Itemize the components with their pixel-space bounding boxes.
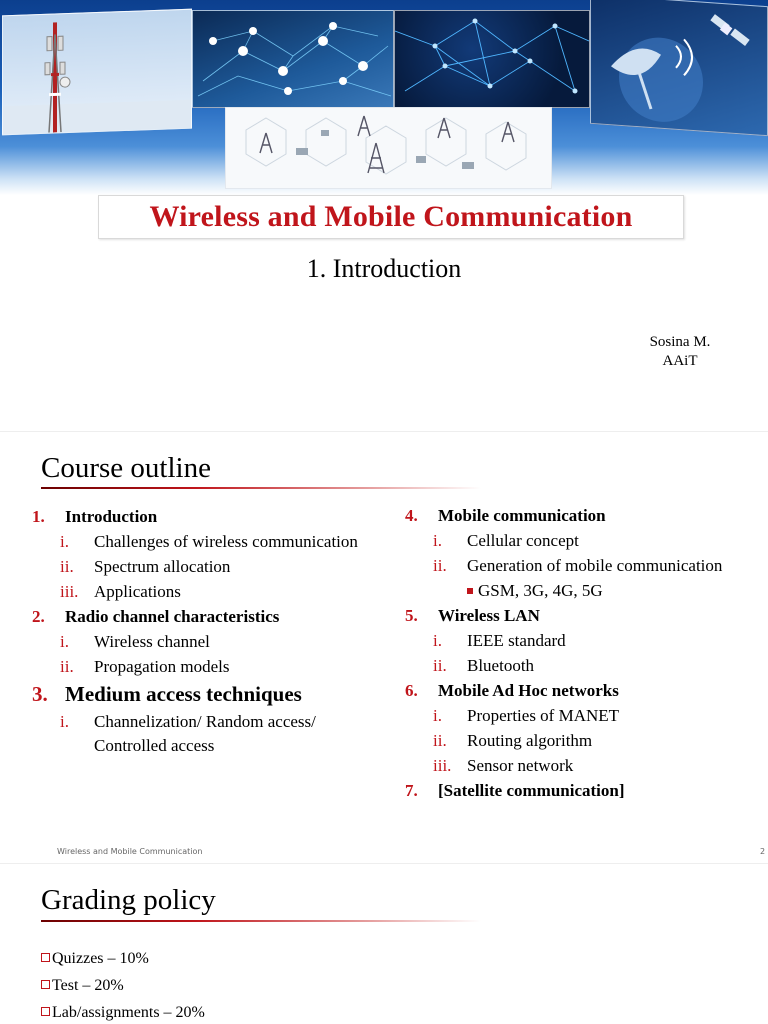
course-outline-slide bbox=[0, 432, 768, 862]
outline-left-column bbox=[32, 504, 402, 757]
slide-heading: Grading policy bbox=[41, 884, 216, 916]
outline-text: Generation of mobile communication bbox=[467, 556, 723, 575]
outline-text: GSM, 3G, 4G, 5G bbox=[478, 581, 603, 600]
outline-text: Cellular concept bbox=[467, 531, 579, 550]
outline-number: i. bbox=[433, 706, 442, 725]
outline-subtopic bbox=[405, 653, 768, 678]
outline-topic bbox=[32, 504, 402, 529]
outline-number: 1. bbox=[32, 507, 45, 526]
slide-heading: Course outline bbox=[41, 452, 211, 484]
presentation-subtitle: 1. Introduction bbox=[306, 254, 462, 283]
outline-subtopic bbox=[405, 528, 768, 553]
outline-number: 2. bbox=[32, 607, 45, 626]
outline-text: Bluetooth bbox=[467, 656, 535, 675]
grading-item: Test – 20% bbox=[41, 977, 124, 995]
author-organization: AAiT bbox=[662, 353, 698, 369]
outline-subtopic bbox=[405, 578, 768, 603]
outline-subtopic bbox=[32, 629, 402, 654]
outline-subtopic bbox=[405, 553, 768, 578]
outline-topic bbox=[405, 678, 768, 703]
outline-topic bbox=[32, 604, 402, 629]
outline-topic bbox=[32, 679, 402, 709]
checkbox-bullet-icon bbox=[41, 953, 50, 962]
outline-text: Challenges of wireless communication bbox=[94, 532, 358, 551]
page-number: 2 bbox=[760, 847, 766, 856]
heading-underline bbox=[41, 487, 481, 489]
outline-right-column bbox=[405, 503, 768, 803]
title-slide bbox=[0, 0, 768, 430]
outline-subtopic bbox=[405, 703, 768, 728]
outline-text: Medium access techniques bbox=[65, 682, 302, 706]
outline-subtopic bbox=[32, 579, 402, 604]
outline-text: Properties of MANET bbox=[467, 706, 620, 725]
outline-text: [Satellite communication] bbox=[438, 781, 625, 800]
cellular-network-illustration bbox=[225, 107, 552, 189]
outline-text: Spectrum allocation bbox=[94, 557, 231, 576]
outline-text: Mobile Ad Hoc networks bbox=[438, 681, 619, 700]
title-box bbox=[98, 195, 684, 239]
outline-number: 7. bbox=[405, 781, 418, 800]
outline-number: 5. bbox=[405, 606, 418, 625]
outline-number: ii. bbox=[60, 657, 74, 676]
outline-number: iii. bbox=[433, 756, 452, 775]
outline-subtopic bbox=[32, 654, 402, 679]
outline-number: i. bbox=[60, 632, 69, 651]
outline-text: Channelization/ Random access/ bbox=[94, 712, 316, 731]
outline-topic bbox=[405, 778, 768, 803]
outline-subtopic bbox=[32, 554, 402, 579]
author-block bbox=[620, 333, 740, 371]
outline-number: i. bbox=[60, 532, 69, 551]
outline-number: 4. bbox=[405, 506, 418, 525]
outline-text: Sensor network bbox=[467, 756, 574, 775]
outline-text: Controlled access bbox=[94, 736, 215, 755]
slide-footer: Wireless and Mobile Communication bbox=[57, 847, 203, 856]
author-name: Sosina M. bbox=[649, 334, 711, 350]
outline-subtopic bbox=[32, 529, 402, 554]
outline-text: Wireless LAN bbox=[438, 606, 540, 625]
outline-topic bbox=[405, 603, 768, 628]
outline-number: ii. bbox=[433, 656, 447, 675]
outline-subtopic bbox=[32, 709, 402, 734]
checkbox-bullet-icon bbox=[41, 1007, 50, 1016]
square-bullet-icon bbox=[467, 588, 473, 594]
heading-underline bbox=[41, 920, 481, 922]
outline-text: IEEE standard bbox=[467, 631, 566, 650]
outline-subtopic bbox=[405, 628, 768, 653]
outline-number: 6. bbox=[405, 681, 418, 700]
checkbox-bullet-icon bbox=[41, 980, 50, 989]
outline-number: ii. bbox=[433, 556, 447, 575]
outline-number: i. bbox=[433, 631, 442, 650]
outline-number: ii. bbox=[433, 731, 447, 750]
outline-number: iii. bbox=[60, 582, 79, 601]
outline-text: Propagation models bbox=[94, 657, 230, 676]
outline-topic bbox=[405, 503, 768, 528]
network-mesh-photo bbox=[394, 10, 590, 108]
outline-subtopic bbox=[405, 728, 768, 753]
outline-subtopic bbox=[405, 753, 768, 778]
header-banner bbox=[0, 0, 768, 195]
outline-text: Mobile communication bbox=[438, 506, 606, 525]
outline-text: Wireless channel bbox=[94, 632, 210, 651]
presentation-title: Wireless and Mobile Communication bbox=[149, 200, 633, 233]
satellite-dish-photo bbox=[590, 0, 768, 136]
outline-text: Routing algorithm bbox=[467, 731, 593, 750]
cell-tower-photo bbox=[2, 9, 192, 136]
grading-item: Lab/assignments – 20% bbox=[41, 1004, 205, 1022]
outline-number: i. bbox=[433, 531, 442, 550]
network-city-photo bbox=[192, 10, 394, 108]
outline-text: Applications bbox=[94, 582, 181, 601]
outline-text: Radio channel characteristics bbox=[65, 607, 280, 626]
outline-number: i. bbox=[60, 712, 69, 731]
outline-subtopic bbox=[32, 734, 402, 757]
outline-number: 3. bbox=[32, 682, 48, 706]
outline-number: ii. bbox=[60, 557, 74, 576]
outline-text: Introduction bbox=[65, 507, 158, 526]
grading-policy-slide bbox=[0, 864, 768, 1024]
grading-item: Quizzes – 10% bbox=[41, 950, 149, 968]
